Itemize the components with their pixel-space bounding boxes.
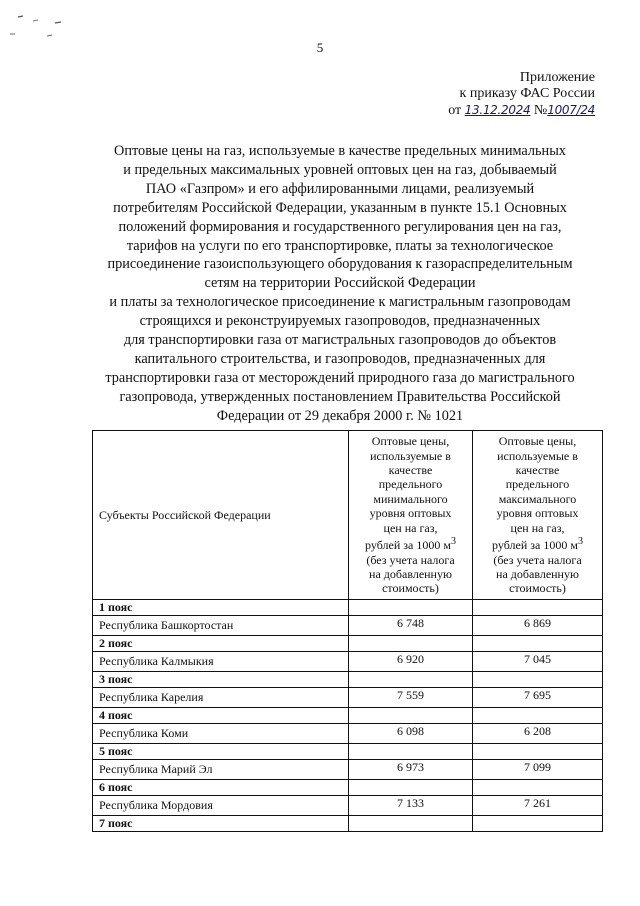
region-name: Республика Коми [93, 724, 349, 744]
unit-text: рублей за 1000 м [492, 538, 578, 553]
region-row [93, 652, 603, 672]
min-price-value: 6 098 [349, 724, 473, 744]
appendix-label: Приложение [519, 70, 595, 85]
zone-empty-cell [349, 744, 473, 760]
title-line: для транспортировки газа от магистральных газопроводов до объектов [123, 332, 557, 349]
region-row [93, 796, 603, 816]
order-prefix: от [448, 103, 462, 118]
zone-empty-cell [473, 780, 603, 796]
region-row [93, 760, 603, 780]
max-price-value: 7 261 [473, 796, 603, 816]
header-line: цен на газ, [510, 520, 565, 535]
header-min-price [349, 431, 473, 600]
title-line: сетям на территории Российской Федерации [204, 275, 476, 292]
zone-row [93, 708, 603, 724]
header-line: Оптовые цены, [498, 434, 577, 449]
header-line: качестве [515, 463, 560, 478]
region-name: Республика Башкортостан [93, 616, 349, 636]
zone-empty-cell [349, 780, 473, 796]
unit-superscript: 3 [577, 536, 583, 548]
region-row [93, 688, 603, 708]
header-vat-line: (без учета налога [493, 552, 582, 567]
header-line: используемые в [497, 448, 578, 463]
zone-empty-cell [473, 672, 603, 688]
title-line: тарифов на услуги по его транспортировке, платы за технологическое [126, 237, 554, 254]
region-row [93, 724, 603, 744]
price-table [92, 430, 603, 832]
header-line: качестве [388, 463, 433, 478]
zone-label: 6 пояс [93, 780, 349, 796]
zone-empty-cell [473, 636, 603, 652]
header-line: предельного [505, 477, 570, 492]
zone-empty-cell [473, 708, 603, 724]
zone-label: 7 пояс [93, 816, 349, 832]
header-line: предельного [378, 477, 443, 492]
zone-row [93, 636, 603, 652]
zone-empty-cell [349, 708, 473, 724]
header-vat-line: стоимость) [509, 581, 566, 596]
zone-label: 2 пояс [93, 636, 349, 652]
order-date-number-line [415, 102, 595, 119]
region-name: Республика Мордовия [93, 796, 349, 816]
zone-row [93, 672, 603, 688]
page-number: 5 [316, 40, 324, 55]
title-line: ПАО «Газпром» и его аффилированными лицами, реализуемый [145, 180, 535, 197]
title-line: транспортировки газа от месторождений природного газа до магистрального [105, 369, 575, 386]
title-line: капитального строительства, и газопроводов, предназначенных для [134, 350, 546, 367]
header-line: минимального [373, 491, 448, 506]
zone-label: 5 пояс [93, 744, 349, 760]
max-price-value: 7 045 [473, 652, 603, 672]
header-line: цен на газ, [383, 520, 438, 535]
zone-empty-cell [473, 816, 603, 832]
order-number-label: № [533, 103, 548, 118]
order-number-handwritten: 1007/24 [547, 103, 595, 117]
title-line: Оптовые цены на газ, используемые в качестве предельных минимальных [114, 143, 566, 159]
min-price-value: 6 748 [349, 616, 473, 636]
header-line: уровня оптовых [369, 506, 452, 521]
region-name: Республика Калмыкия [93, 652, 349, 672]
zone-row [93, 816, 603, 832]
zone-row [93, 744, 603, 760]
max-price-value: 6 869 [473, 616, 603, 636]
zone-label: 3 пояс [93, 672, 349, 688]
title-line: Федерации от 29 декабря 2000 г. № 1021 [216, 407, 464, 424]
unit-superscript: 3 [450, 536, 456, 548]
title-line: положений формирования и государственного регулирования цен на газ, [118, 218, 562, 235]
order-date-handwritten: 13.12.2024 [464, 103, 531, 117]
region-name: Республика Карелия [93, 688, 349, 708]
header-max-price [473, 431, 603, 600]
header-unit [355, 535, 466, 552]
table-header-row [93, 431, 603, 600]
region-row [93, 616, 603, 636]
header-vat-line: на добавленную [369, 566, 452, 581]
zone-row [93, 780, 603, 796]
header-line: максимального [498, 491, 577, 506]
price-table-body [93, 600, 603, 832]
max-price-value: 6 208 [473, 724, 603, 744]
min-price-value: 6 920 [349, 652, 473, 672]
header-unit [479, 535, 596, 552]
header-line: Оптовые цены, [371, 434, 450, 449]
region-name: Республика Марий Эл [93, 760, 349, 780]
zone-empty-cell [349, 816, 473, 832]
header-line: используемые в [370, 448, 451, 463]
zone-row [93, 600, 603, 616]
title-line: газопровода, утвержденных постановлением Правительства Российской [119, 388, 561, 405]
appendix-order-ref: к приказу ФАС России [459, 86, 595, 101]
document-title [90, 142, 590, 426]
title-line: присоединение газоиспользующего оборудования к газораспределительным [107, 256, 573, 273]
title-line: и предельных максимальных уровней оптовых цен на газ, добываемый [123, 161, 557, 178]
zone-empty-cell [473, 600, 603, 616]
header-vat-line: стоимость) [382, 581, 439, 596]
max-price-value: 7 099 [473, 760, 603, 780]
header-vat-line: на добавленную [496, 566, 579, 581]
zone-empty-cell [349, 600, 473, 616]
zone-label: 4 пояс [93, 708, 349, 724]
header-subject: Субъекты Российской Федерации [93, 431, 349, 600]
title-line: и платы за технологическое присоединение к магистральным газопроводам [109, 294, 571, 311]
min-price-value: 6 973 [349, 760, 473, 780]
zone-empty-cell [349, 636, 473, 652]
appendix-header [415, 70, 595, 119]
zone-label: 1 пояс [93, 600, 349, 616]
min-price-value: 7 133 [349, 796, 473, 816]
header-vat-line: (без учета налога [366, 552, 455, 567]
title-line: потребителям Российской Федерации, указанным в пункте 15.1 Основных [113, 199, 567, 216]
max-price-value: 7 695 [473, 688, 603, 708]
zone-empty-cell [473, 744, 603, 760]
min-price-value: 7 559 [349, 688, 473, 708]
title-line: строящихся и реконструируемых газопроводов, предназначенных [139, 313, 541, 330]
header-line: уровня оптовых [496, 506, 579, 521]
unit-text: рублей за 1000 м [365, 538, 451, 553]
zone-empty-cell [349, 672, 473, 688]
